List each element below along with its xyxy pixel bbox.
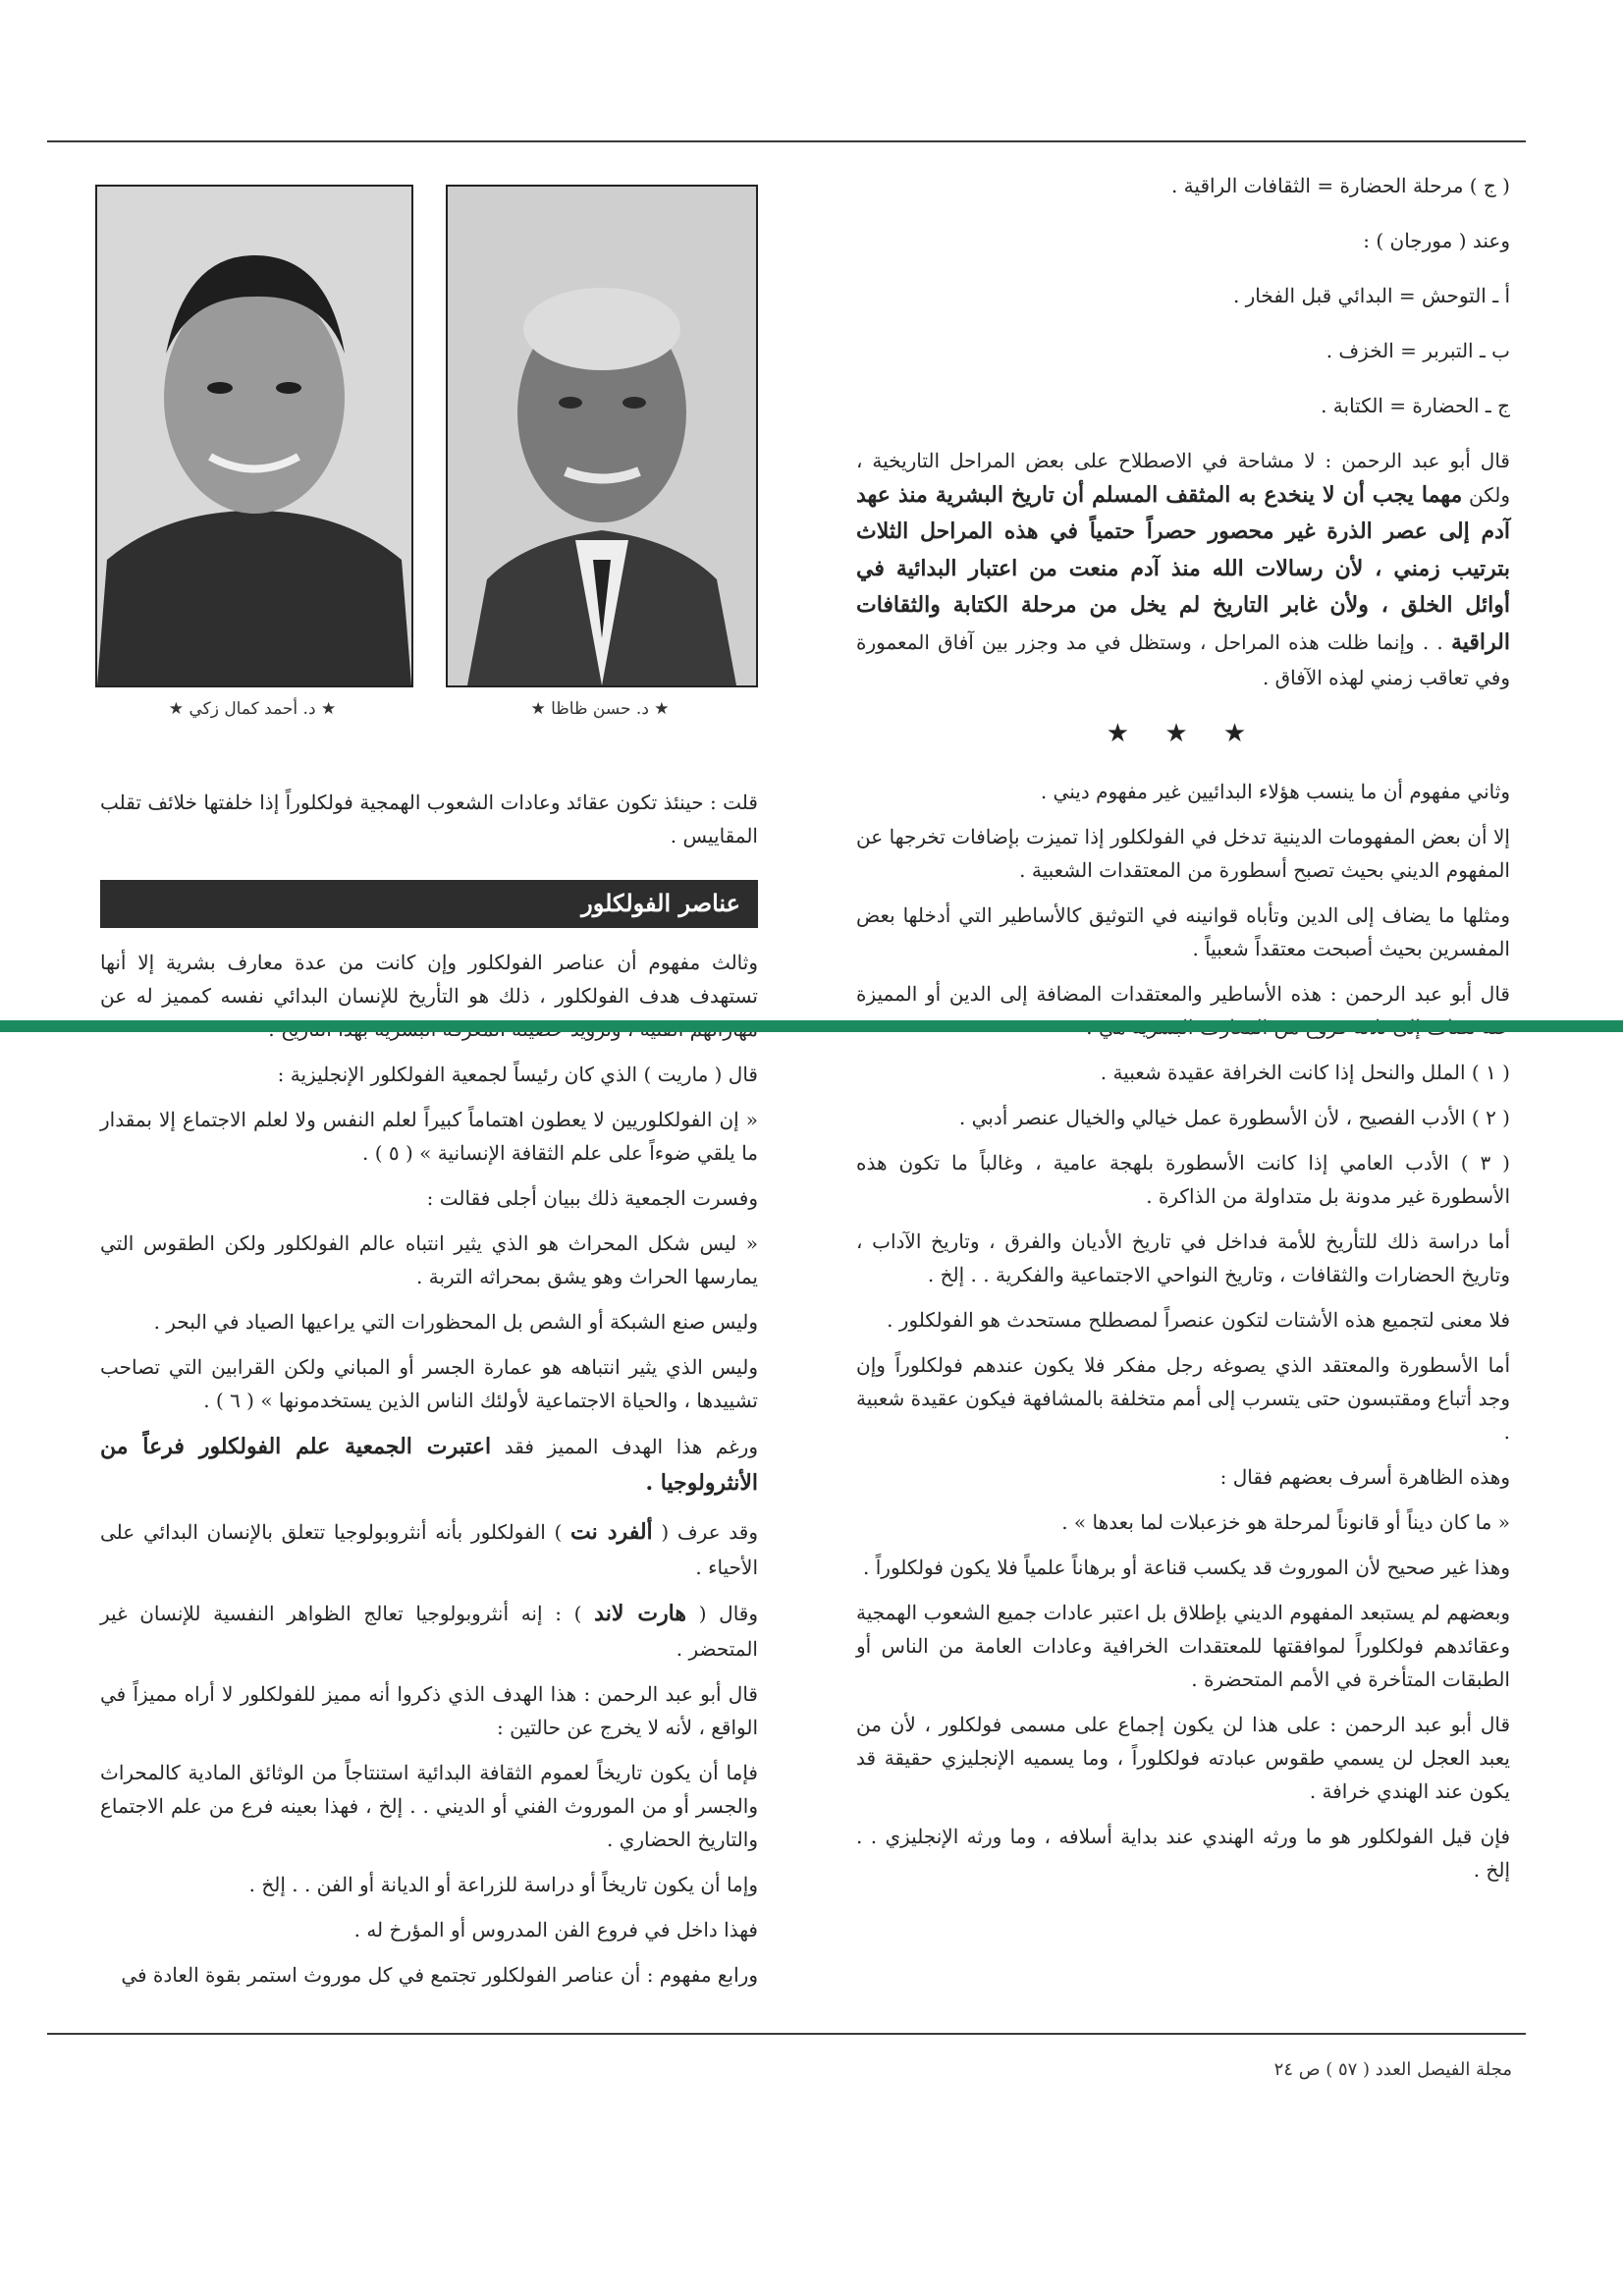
portrait-photo-hasan-zaza — [446, 185, 758, 687]
portrait-photo-ahmad-kamal-zaki — [95, 185, 413, 687]
paragraph: قال أبو عبد الرحمن : هذا الهدف الذي ذكروا أنه مميز للفولكلور لا أراه مميزاً في الواقع ، لأنه لا يخرج عن حالتين : — [100, 1682, 758, 1740]
paragraph: ومثلها ما يضاف إلى الدين وتأباه قوانينه في التوثيق كالأساطير التي أدخلها بعض المفسرين بحيث أصبحت معتقداً شعبياً . — [856, 903, 1510, 961]
left-text-column — [100, 786, 758, 2003]
scan-artifact-band — [0, 1020, 1623, 1032]
photo-caption: ★ د. أحمد كمال زكي ★ — [168, 699, 337, 719]
paragraph — [100, 1514, 758, 1584]
list-item: ( ١ ) الملل والنحل إذا كانت الخرافة عقيدة شعبية . — [1100, 1061, 1510, 1085]
paragraph: وهذه الظاهرة أسرف بعضهم فقال : — [1219, 1465, 1510, 1490]
paragraph: وفسرت الجمعية ذلك ببيان أجلى فقالت : — [426, 1185, 758, 1210]
paragraph: ( ج ) مرحلة الحضارة = الثقافات الراقية . — [1170, 174, 1510, 197]
paragraph: أما الأسطورة والمعتقد الذي يصوغه رجل مفكر فلا يكون عندهم فولكلوراً وإن وجد أتباع ومقتبسون حتى يتسرب إلى أمم متخلفة بالمشافهة فيكون عقيدة شعبية . — [856, 1353, 1510, 1445]
bold-text: مهما يجب أن لا ينخدع به المثقف المسلم أن تاريخ البشرية منذ عهد آدم إلى عصر الذرة غير محصور حصراً حتمياً في هذه المراحل الثلاث بترتيب زمني ، لأن رسالات الله منذ آدم منعت من اعتبار البدائية في أوائل الخلق ، ولأن غابر التاريخ لم يخل من مرحلة الكتابة والثقافات الراقية — [856, 482, 1510, 655]
list-item: ( ٢ ) الأدب الفصيح ، لأن الأسطورة عمل خيالي والخيال عنصر أدبي . — [958, 1106, 1510, 1130]
right-text-column — [856, 169, 1510, 1898]
paragraph: وثالث مفهوم أن عناصر الفولكلور وإن كانت من عدة معارف بشرية إلا أنها تستهدف هدف الفولكلور ، ذلك هو التأريخ للإنسان البدائي نفسه كمميز له عن — [100, 950, 758, 1008]
page-footer: مجلة الفيصل العدد ( ٥٧ ) ص ٢٤ — [1273, 2059, 1512, 2080]
paragraph: ج ـ الحضارة = الكتابة . — [1321, 394, 1510, 417]
quote: وليس الذي يثير انتباهه هو عمارة الجسر أو المباني ولكن القرابين التي تصاحب تشييدها ، والحياة الاجتماعية لأولئك الناس الذين يستخدمونها » ( ٦ ) . — [100, 1354, 758, 1412]
text-run: ) الفولكلور بأنه أنثروبولوجيا تتعلق بالإنسان البدائي على الأحياء . — [100, 1519, 758, 1579]
paragraph — [100, 1429, 758, 1503]
paragraph: فلا معنى لتجميع هذه الأشتات لتكون عنصراً لمصطلح مستحدث هو الفولكلور . — [887, 1308, 1510, 1333]
paragraph: وبعضهم لم يستبعد المفهوم الديني بإطلاق بل اعتبر عادات جميع الشعوب الهمجية وعقائدهم فولكلوراً لموافقتها للمعتقدات الخرافية وعادات العامة من الناس أو الطبقات المتأخرة في الأمم المتحضرة . — [856, 1601, 1510, 1692]
text-run: ورغم هذا الهدف المميز فقد — [504, 1434, 758, 1458]
bold-name: ألفرد نت — [570, 1518, 653, 1545]
text-run: . . وإنما ظلت هذه المراحل ، وستظل في مد وجزر بين آفاق المعمورة وفي تعاقب زمني لهذه الآفاق . — [856, 629, 1510, 689]
man-portrait-icon — [448, 187, 756, 685]
top-rule — [47, 140, 1526, 142]
man-portrait-icon — [97, 187, 411, 685]
paragraph: وهذا غير صحيح لأن الموروث قد يكسب قناعة أو برهاناً علمياً فلا يكون فولكلوراً . — [863, 1556, 1510, 1580]
text-run: قال أبو عبد الرحمن : لا مشاحة في الاصطلاح على بعض المراحل التاريخية ، ولكن — [856, 449, 1511, 507]
list-item: ( ٣ ) الأدب العامي إذا كانت الأسطورة بلهجة عامية ، وغالباً ما تكون هذه الأسطورة غير مدونة بل متداولة من الذاكرة . — [856, 1151, 1510, 1209]
paragraph: وعند ( مورجان ) : — [1363, 229, 1510, 252]
paragraph: ب ـ التبربر = الخزف . — [1325, 339, 1510, 362]
text-run: وقال ( — [698, 1601, 759, 1625]
paragraph — [856, 444, 1510, 694]
text-run: ) : إنه أنثروبولوجيا تعالج الظواهر النفسية للإنسان غير المتحضر . — [100, 1601, 758, 1662]
paragraph: قال أبو عبد الرحمن : على هذا لن يكون إجماع على مسمى فولكلور ، لأن من يعبد العجل لن يسمي طقوس عبادته فولكلوراً ، وما يسميه الإنجليزي حقيقة قد يكون عند الهندي خرافة . — [856, 1713, 1511, 1804]
section-separator-stars: ★ ★ ★ — [1106, 718, 1261, 748]
paragraph: فإما أن يكون تاريخاً لعموم الثقافة البدائية استنتاجاً من الوثائق المادية كالمحراث والجسر أو من الموروث الفني أو الديني . . إلخ ، فهذا بعينه فرع من علم الاجتماع والتاريخ الحضاري . — [100, 1761, 758, 1852]
quote: « إن الفولكلوريين لا يعطون اهتماماً كبيراً لعلم النفس ولا لعلم الاجتماع إلا بمقدار ما يلقي ضوءاً على علم الثقافة الإنسانية » ( ٥ ) . — [100, 1107, 758, 1165]
bold-text: اعتبرت الجمعية علم الفولكلور فرعاً من الأنثرولوجيا . — [100, 1433, 758, 1497]
quote: « ما كان ديناً أو قانوناً لمرحلة هو خزعبلات لما بعدها » . — [1061, 1510, 1510, 1535]
paragraph — [100, 1596, 758, 1666]
paragraph: قال أبو عبد الرحمن : هذه الأساطير والمعتقدات المضافة إلى الدين أو المميزة — [856, 982, 1510, 1007]
paragraph: أ ـ التوحش = البدائي قبل الفخار . — [1232, 284, 1510, 307]
section-title: عناصر الفولكلور — [100, 880, 758, 928]
paragraph: وإما أن يكون تاريخاً أو دراسة للزراعة أو الديانة أو الفن . . إلخ . — [248, 1873, 758, 1897]
paragraph: فهذا داخل في فروع الفن المدروس أو المؤرخ له . — [353, 1918, 758, 1942]
paragraph: قال ( ماريت ) الذي كان رئيساً لجمعية الفولكلور الإنجليزية : — [277, 1062, 758, 1086]
paragraph: ورابع مفهوم : أن عناصر الفولكلور تجتمع في كل موروث استمر بقوة العادة في — [121, 1963, 758, 1988]
quote: « ليس شكل المحراث هو الذي يثير انتباه عالم الفولكلور ولكن الطقوس التي يمارسها الحراث وهو يشق بمحراثه التربة . — [100, 1230, 758, 1288]
paragraph: فإن قيل الفولكلور هو ما ورثه الهندي عند بداية أسلافه ، وما ورثه الإنجليزي . . إلخ . — [856, 1825, 1510, 1883]
paragraph: وثاني مفهوم أن ما ينسب هؤلاء البدائيين غير مفهوم ديني . — [1040, 780, 1510, 804]
bold-name: هارت لاند — [594, 1600, 686, 1626]
paragraph: أما دراسة ذلك للتأريخ للأمة فداخل في تاريخ الأديان والفرق ، وتاريخ الآداب ، وتاريخ الحضارات والثقافات ، وتاريخ النواحي الاجتماعية والفكرية . . إلخ . — [856, 1230, 1510, 1287]
photo-caption: ★ د. حسن ظاظا ★ — [530, 699, 670, 719]
paragraph: قلت : حينئذ تكون عقائد وعادات الشعوب الهمجية فولكلوراً إذا خلفتها خلائف تقلب المقاييس . — [100, 791, 758, 847]
quote: وليس صنع الشبكة أو الشص بل المحظورات التي يراعيها الصياد في البحر . — [153, 1309, 758, 1334]
paragraph: إلا أن بعض المفهومات الدينية تدخل في الفولكلور إذا تميزت بإضافات تخرجها عن المفهوم الديني بحيث تصبح أسطورة من المعتقدات الشعبية . — [856, 825, 1510, 883]
bottom-rule — [47, 2033, 1526, 2035]
text-run: وقد عرف ( — [661, 1519, 759, 1544]
